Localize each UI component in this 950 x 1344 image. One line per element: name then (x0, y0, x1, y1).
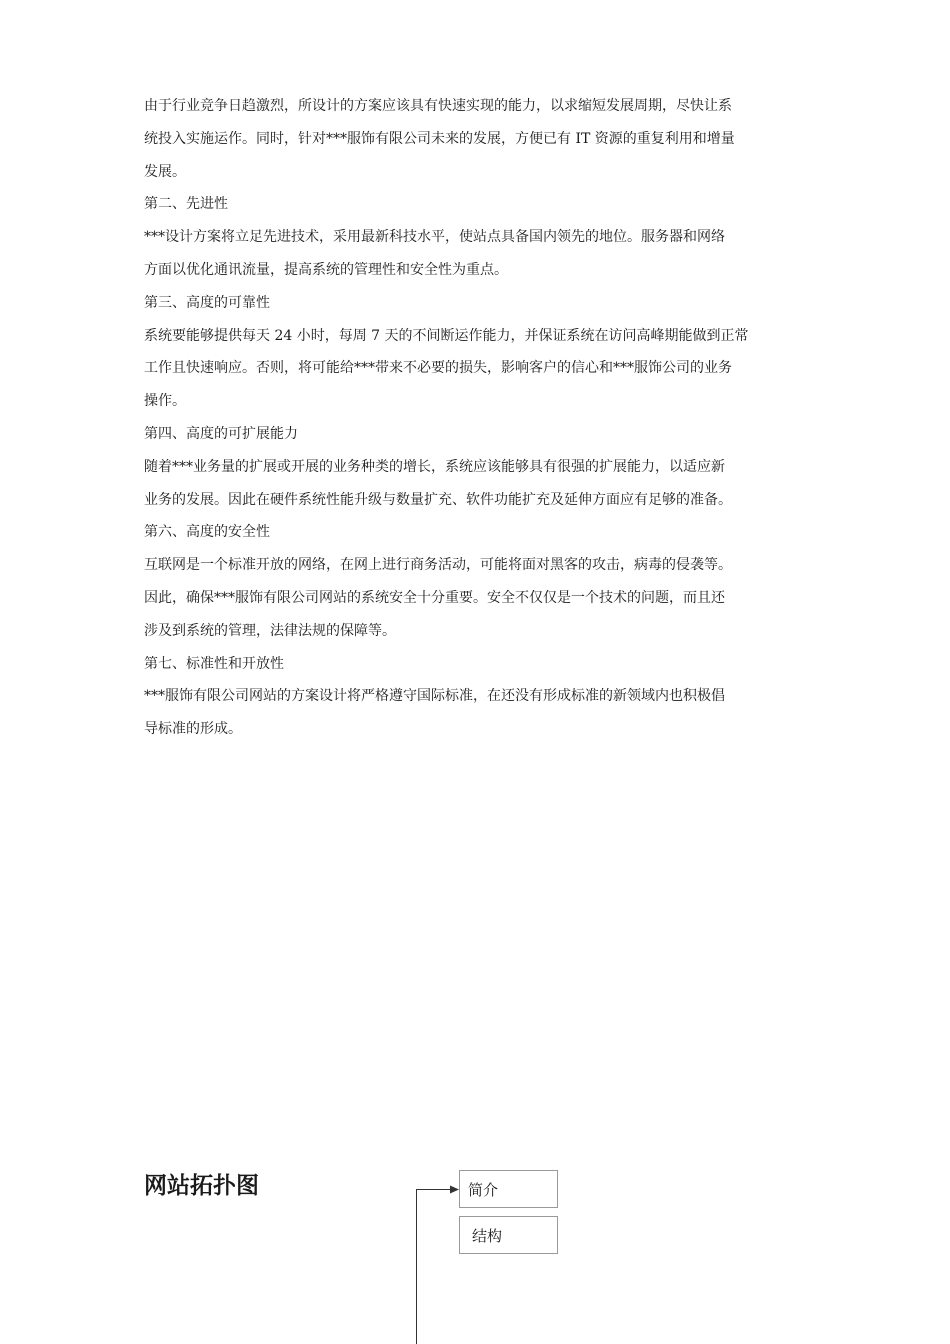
topology-title: 网站拓扑图 (144, 1173, 259, 1199)
topology-node-structure (459, 1216, 558, 1254)
text-line: ***服饰有限公司网站的方案设计将严格遵守国际标准，在还没有形成标准的新领域内也积极倡 (144, 688, 725, 705)
text-line: 导标准的形成。 (144, 721, 242, 738)
text-line: 方面以优化通讯流量，提高系统的管理性和安全性为重点。 (144, 261, 508, 278)
section-heading: 第三、高度的可靠性 (144, 294, 270, 311)
text-line: 操作。 (144, 393, 186, 410)
text-line: 发展。 (144, 163, 186, 180)
node-label: 简介 (468, 1181, 499, 1199)
text-line: 业务的发展。因此在硬件系统性能升级与数量扩充、软件功能扩充及延伸方面应有足够的准备。 (144, 491, 732, 508)
arrow-head-icon (450, 1186, 459, 1194)
text-line: 工作且快速响应。否则，将可能给***带来不必要的损失，影响客户的信心和***服饰公司的业务 (144, 360, 732, 377)
text-line: 互联网是一个标准开放的网络，在网上进行商务活动，可能将面对黑客的攻击，病毒的侵袭等。 (144, 557, 732, 574)
section-heading: 第六、高度的安全性 (144, 524, 270, 541)
text-line: ***设计方案将立足先进技术，采用最新科技水平，使站点具备国内领先的地位。服务器和网络 (144, 229, 725, 246)
text-line: 随着***业务量的扩展或开展的业务种类的增长，系统应该能够具有很强的扩展能力，以适应新 (144, 458, 725, 475)
body-text (144, 90, 824, 746)
section-heading: 第二、先进性 (144, 196, 228, 213)
text-line: 因此，确保***服饰有限公司网站的系统安全十分重要。安全不仅仅是一个技术的问题，而且还 (144, 589, 725, 606)
text-line: 统投入实施运作。同时，针对***服饰有限公司未来的发展，方便已有 IT 资源的重复利用和增量 (144, 130, 735, 147)
text-line: 涉及到系统的管理，法律法规的保障等。 (144, 622, 396, 639)
topology-node-intro (459, 1170, 558, 1208)
text-line: 由于行业竞争日趋激烈，所设计的方案应该具有快速实现的能力，以求缩短发展周期，尽快让系 (144, 98, 732, 114)
text-line: 系统要能够提供每天 24 小时，每周 7 天的不间断运作能力，并保证系统在访问高峰期能做到正常 (144, 327, 749, 344)
section-heading: 第四、高度的可扩展能力 (144, 425, 298, 442)
section-heading: 第七、标准性和开放性 (144, 655, 284, 672)
node-label: 结构 (472, 1227, 503, 1245)
